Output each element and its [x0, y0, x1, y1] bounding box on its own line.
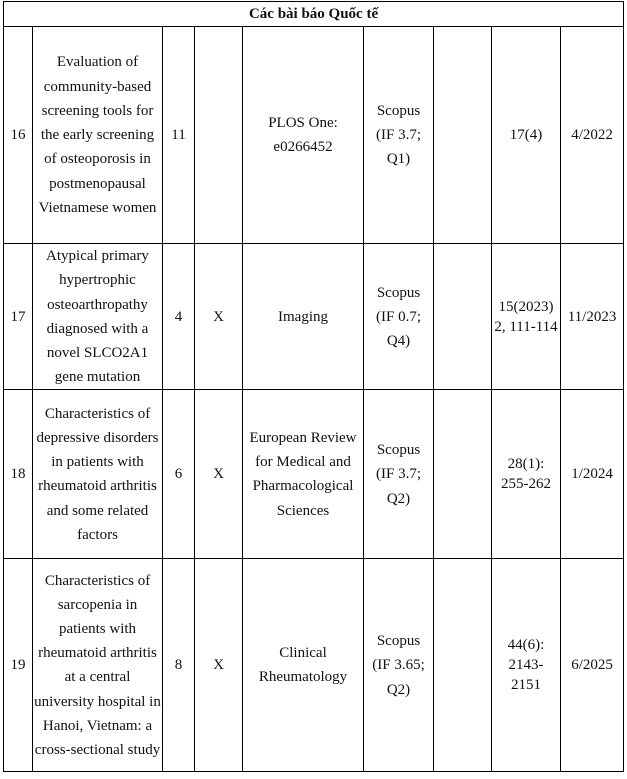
- journal: European Review for Medical and Pharmacological Sciences: [243, 390, 364, 559]
- publish-date: 4/2022: [561, 27, 624, 244]
- table-row: [4, 559, 624, 772]
- index-info: Scopus (IF 3.7; Q2): [364, 390, 434, 559]
- index-info: Scopus (IF 3.65; Q2): [364, 559, 434, 772]
- empty-cell: [434, 244, 492, 390]
- journal: PLOS One: e0266452: [243, 27, 364, 244]
- volume-pages: 44(6): 2143-2151: [492, 559, 561, 772]
- publish-date: 1/2024: [561, 390, 624, 559]
- row-number: 18: [4, 390, 33, 559]
- row-number: 19: [4, 559, 33, 772]
- author-count: 11: [163, 27, 195, 244]
- author-count: 4: [163, 244, 195, 390]
- article-title: Characteristics of depressive disorders in patients with rheumatoid arthritis and some related factors: [33, 390, 163, 559]
- index-info: Scopus (IF 0.7; Q4): [364, 244, 434, 390]
- article-title: Atypical primary hypertrophic osteoarthropathy diagnosed with a novel SLCO2A1 gene mutation: [33, 244, 163, 390]
- index-info: Scopus (IF 3.7; Q1): [364, 27, 434, 244]
- journal: Imaging: [243, 244, 364, 390]
- author-count: 8: [163, 559, 195, 772]
- article-title: Characteristics of sarcopenia in patients with rheumatoid arthritis at a central university hospital in Hanoi, Vietnam: a cross-sectional study: [33, 559, 163, 772]
- publish-date: 6/2025: [561, 559, 624, 772]
- article-title: Evaluation of community-based screening tools for the early screening of osteoporosis in postmenopausal Vietnamese women: [33, 27, 163, 244]
- publish-date: 11/2023: [561, 244, 624, 390]
- main-author-mark: X: [195, 390, 243, 559]
- section-title: Các bài báo Quốc tế: [4, 2, 624, 27]
- empty-cell: [434, 27, 492, 244]
- row-number: 16: [4, 27, 33, 244]
- volume-pages: 15(2023) 2, 111-114: [492, 244, 561, 390]
- row-number: 17: [4, 244, 33, 390]
- table-row: [4, 390, 624, 559]
- publications-table: [3, 1, 624, 772]
- empty-cell: [434, 390, 492, 559]
- journal: Clinical Rheumatology: [243, 559, 364, 772]
- empty-cell: [434, 559, 492, 772]
- main-author-mark: X: [195, 559, 243, 772]
- volume-pages: 17(4): [492, 27, 561, 244]
- table-row: [4, 244, 624, 390]
- author-count: 6: [163, 390, 195, 559]
- table-row: [4, 27, 624, 244]
- main-author-mark: [195, 27, 243, 244]
- volume-pages: 28(1): 255-262: [492, 390, 561, 559]
- main-author-mark: X: [195, 244, 243, 390]
